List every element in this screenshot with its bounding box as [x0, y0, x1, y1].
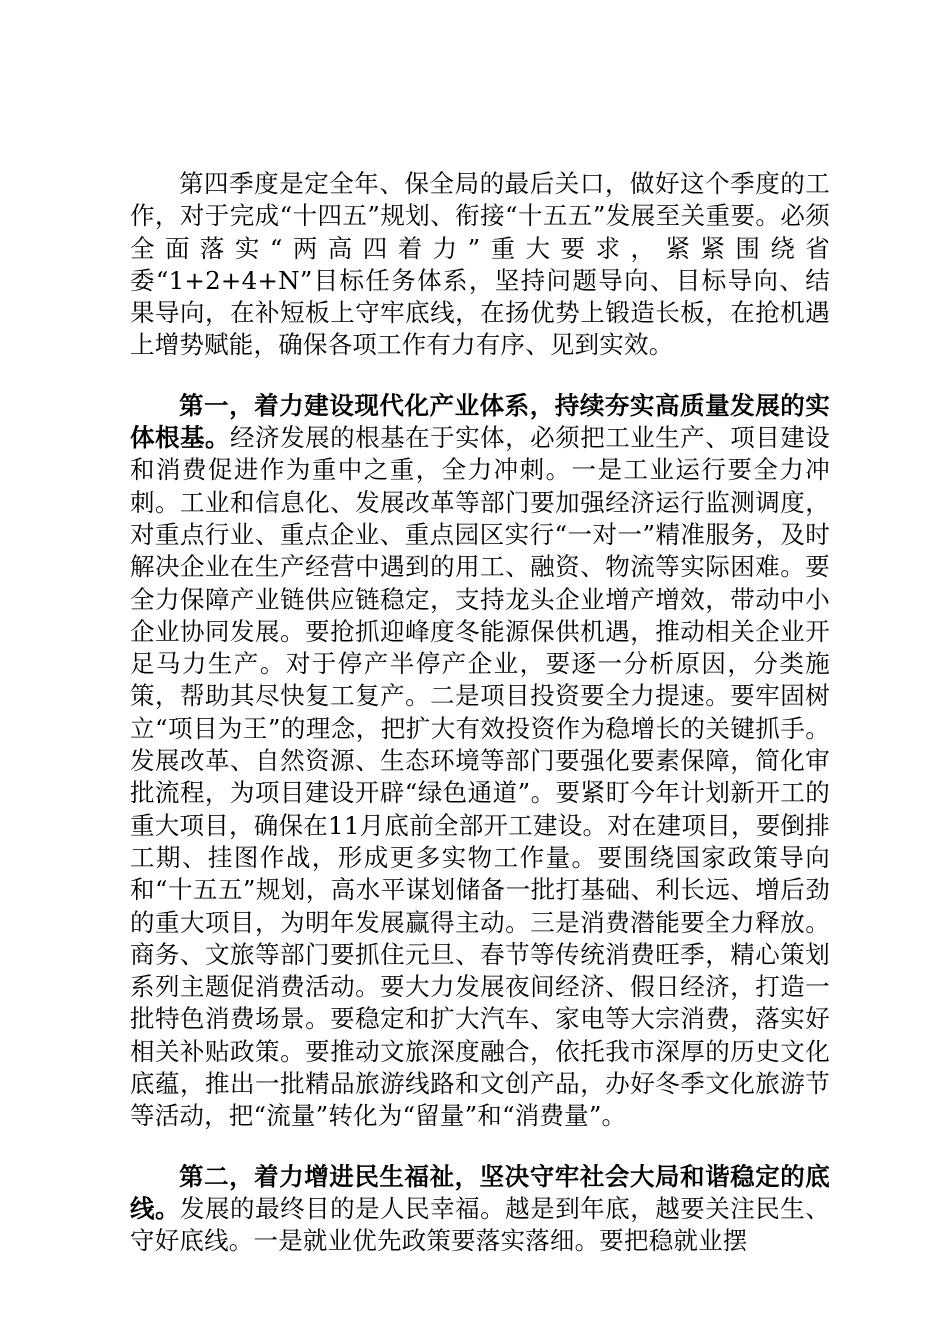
paragraph-intro: [130, 168, 830, 362]
paragraph-text: 第四季度是定全年、保全局的最后关口，做好这个季度的工作，对于完成“十四五”规划、衔接“十五五”发展至关重要。必须全面落实“两高四着力”重大要求，紧紧围绕省委“1+2+4+N”目标任务体系，坚持问题导向、目标导向、结果导向，在补短板上守牢底线，在扬优势上锻造长板，在抢机遇上增势赋能，确保各项工作有力有序、见到实效。: [130, 169, 830, 360]
paragraph-first-point: [130, 390, 830, 1133]
paragraph-text: 发展的最终目的是人民幸福。越是到年底，越要关注民生、守好底线。一是就业优先政策要落实落细。要把稳就业摆: [130, 1193, 830, 1256]
paragraph-text: 经济发展的根基在于实体，必须把工业生产、项目建设和消费促进作为重中之重，全力冲刺。一是工业运行要全力冲刺。工业和信息化、发展改革等部门要加强经济运行监测调度，对重点行业、重点企业、重点园区实行“一对一”精准服务，及时解决企业在生产经营中遇到的用工、融资、物流等实际困难。要全力保障产业链供应链稳定，支持龙头企业增产增效，带动中小企业协同发展。要抢抓迎峰度冬能源保供机遇，推动相关企业开足马力生产。对于停产半停产企业，要逐一分析原因，分类施策，帮助其尽快复工复产。二是项目投资要全力提速。要牢固树立“项目为王”的理念，把扩大有效投资作为稳增长的关键抓手。发展改革、自然资源、生态环境等部门要强化要素保障，简化审批流程，为项目建设开辟“绿色通道”。要紧盯今年计划新开工的重大项目，确保在11月底前全部开工建设。对在建项目，要倒排工期、挂图作战，形成更多实物工作量。要围绕国家政策导向和“十五五”规划，高水平谋划储备一批打基础、利长远、增后劲的重大项目，为明年发展赢得主动。三是消费潜能要全力释放。商务、文旅等部门要抓住元旦、春节等传统消费旺季，精心策划系列主题促消费活动。要大力发展夜间经济、假日经济，打造一批特色消费场景。要稳定和扩大汽车、家电等大宗消费，落实好相关补贴政策。要推动文旅深度融合，依托我市深厚的历史文化底蕴，推出一批精品旅游线路和文创产品，办好冬季文化旅游节等活动，把“流量”转化为“留量”和“消费量”。: [130, 423, 830, 1131]
paragraph-heading: 第一，着力建设现代化产业体系，持续夯实高质量发展的实体根基。: [130, 390, 830, 453]
document-body: [130, 168, 830, 1258]
paragraph-second-point: [130, 1161, 830, 1258]
paragraph-heading: 第二，着力增进民生福祉，坚决守牢社会大局和谐稳定的底线。: [130, 1161, 830, 1223]
